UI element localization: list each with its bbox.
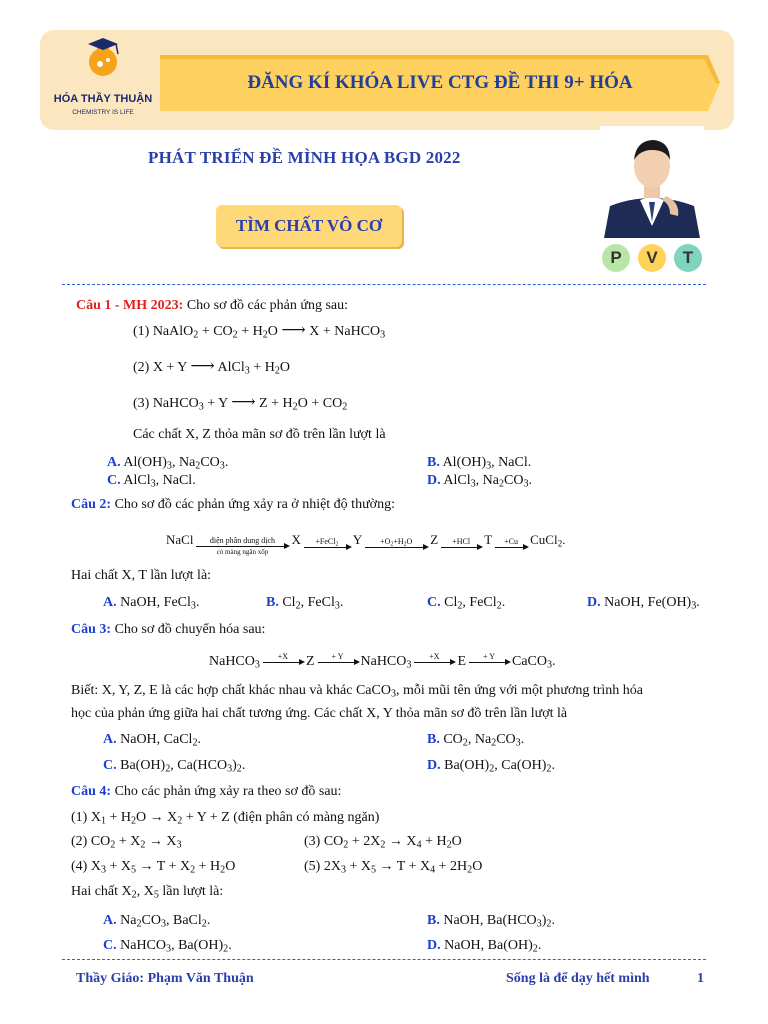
- question-4-label: Câu 4:: [71, 784, 112, 799]
- q4-reaction-1: (1) $X_1 + H_2O \to X_2 + Y + Z$ (điện phân có màng ngăn): [71, 810, 380, 827]
- topic-label: TÌM CHẤT VÔ CƠ: [216, 205, 402, 247]
- q1-prompt: Các chất X, Z thỏa mãn sơ đồ trên lần lượt là: [133, 427, 386, 442]
- q4-reaction-2: (2) $CO_2 + X_2 \to X_3$: [71, 834, 182, 851]
- page-number: 1: [697, 971, 704, 986]
- q1-option-d[interactable]: D. AlCl$_3$, $Na_2CO_3$.: [427, 473, 533, 490]
- q4-reaction-4: (4) $X_3 + X_5 \to T + X_2 + H_2O$: [71, 859, 236, 876]
- divider: [62, 284, 706, 285]
- q2-option-b[interactable]: B. $Cl_2$, FeCl$_3$.: [266, 595, 344, 612]
- q3-scheme: NaHCO$_3$ +X Z + Y NaHCO$_3$ +X E + Y CaCO$_3$.: [209, 652, 556, 671]
- q4-reaction-3: (3) $CO_2 + 2X_2 \to X_4 + H_2O$: [304, 834, 462, 851]
- q2-scheme: NaCl điện phân dung dịch có màng ngăn xốp X +FeCl$_2$ Y $+O_2+H_2O$ Z +HCl T +Cu CuCl$_2$.: [166, 532, 566, 556]
- question-3-label: Câu 3:: [71, 622, 112, 637]
- question-1-header: [76, 298, 348, 314]
- q1-option-a[interactable]: A. $Al(OH)_3$, $Na_2CO_3$.: [107, 455, 229, 472]
- q4-option-a[interactable]: A. $Na_2CO_3$, BaCl$_2$.: [103, 913, 211, 930]
- teacher-photo: [600, 126, 704, 238]
- page-subtitle: PHÁT TRIỂN ĐỀ MÌNH HỌA BGD 2022: [148, 148, 461, 167]
- q3-note-line-2: học của phản ứng giữa hai chất tương ứng. Các chất X, Y thỏa mãn sơ đồ trên lần lượt là: [71, 706, 568, 721]
- q3-option-d[interactable]: D. $Ba(OH)_2$, $Ca(OH)_2$.: [427, 758, 555, 775]
- question-1-label: Câu 1 - MH 2023:: [76, 298, 184, 313]
- footer-motto: Sống là để dạy hết mình: [506, 971, 650, 986]
- q3-option-b[interactable]: B. $CO_2$, $Na_2CO_3$.: [427, 732, 525, 749]
- badge-p: P: [602, 244, 630, 272]
- banner-title[interactable]: ĐĂNG KÍ KHÓA LIVE CTG ĐỀ THI 9+ HÓA: [247, 72, 633, 93]
- q4-reaction-5: (5) $2X_3 + X_5 \to T + X_4 + 2H_2O$: [304, 859, 483, 876]
- question-3-header: [71, 622, 265, 638]
- q4-prompt: Hai chất $X_2$, $X_5$ lần lượt là:: [71, 884, 224, 901]
- question-4-intro: Cho các phản ứng xảy ra theo sơ đồ sau:: [114, 784, 342, 799]
- q1-reaction-3: (3) NaHCO$_3$ + Y ⟶ $Z + H_2O + CO_2$: [133, 392, 348, 413]
- question-2-intro: Cho sơ đồ các phản ứng xảy ra ở nhiệt độ thường:: [114, 497, 395, 512]
- badge-row: [602, 244, 702, 272]
- q4-option-b[interactable]: B. NaOH, $Ba(HCO_3)_2$.: [427, 913, 555, 930]
- q1-reaction-2: (2) X + Y ⟶ AlCl$_3$ + $H_2O$: [133, 356, 290, 377]
- q2-option-a[interactable]: A. NaOH, FeCl$_3$.: [103, 595, 200, 612]
- q4-option-d[interactable]: D. NaOH, $Ba(OH)_2$.: [427, 938, 542, 955]
- badge-v: V: [638, 244, 666, 272]
- badge-t: T: [674, 244, 702, 272]
- q3-option-c[interactable]: C. $Ba(OH)_2$, $Ca(HCO_3)_2$.: [103, 758, 246, 775]
- logo-title: HÓA THẦY THUẬN: [53, 93, 153, 105]
- q3-option-a[interactable]: A. NaOH, CaCl$_2$.: [103, 732, 201, 749]
- logo: [48, 36, 158, 124]
- question-2-header: [71, 497, 395, 513]
- logo-tagline: CHEMISTRY IS LIFE: [72, 109, 134, 116]
- question-1-intro: Cho sơ đồ các phản ứng sau:: [186, 298, 349, 313]
- q3-note-line-1: Biết: X, Y, Z, E là các hợp chất khác nhau và khác CaCO$_3$, mỗi mũi tên ứng với một phương trình hóa: [71, 683, 643, 700]
- question-4-header: [71, 784, 341, 800]
- q2-prompt: Hai chất X, T lần lượt là:: [71, 568, 212, 583]
- q2-option-d[interactable]: D. NaOH, $Fe(OH)_3$.: [587, 595, 700, 612]
- footer-divider: [62, 959, 706, 960]
- q1-option-b[interactable]: B. $Al(OH)_3$, NaCl.: [427, 455, 532, 472]
- question-2-label: Câu 2:: [71, 497, 112, 512]
- footer-teacher: Thầy Giáo: Phạm Văn Thuận: [76, 971, 254, 986]
- question-3-intro: Cho sơ đồ chuyển hóa sau:: [114, 622, 266, 637]
- q4-option-c[interactable]: C. NaHCO$_3$, $Ba(OH)_2$.: [103, 938, 232, 955]
- q2-option-c[interactable]: C. $Cl_2$, FeCl$_2$.: [427, 595, 506, 612]
- q1-reaction-1: (1) NaAlO$_2$ + $CO_2 + H_2O$ ⟶ X + NaHCO$_3$: [133, 320, 386, 341]
- q1-option-c[interactable]: C. AlCl$_3$, NaCl.: [107, 473, 196, 490]
